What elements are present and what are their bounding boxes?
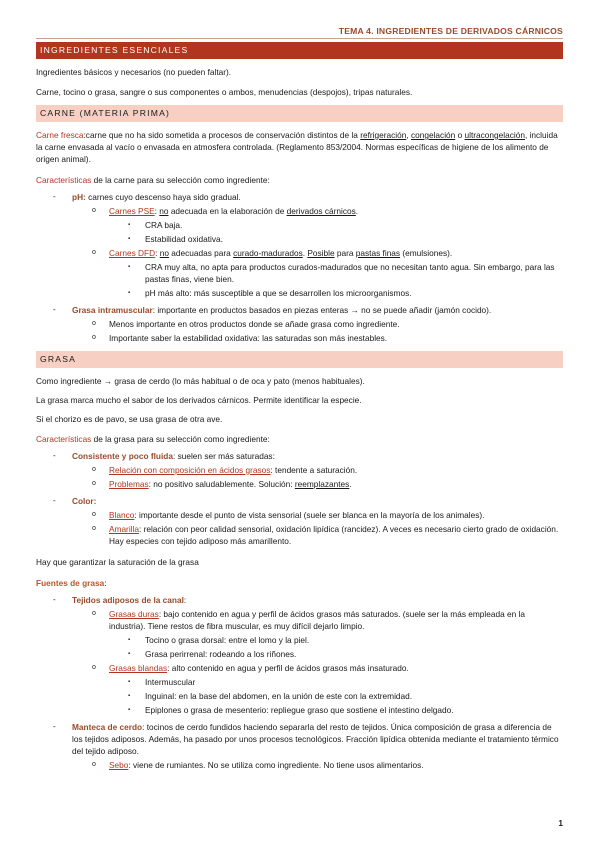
dash-bullet: - — [53, 722, 56, 731]
paragraph: Como ingrediente → grasa de cerdo (lo más habitual o de oca y pato (menos habituales). — [36, 376, 365, 386]
paragraph: Carne, tocino o grasa, sangre o sus componentes o ambos, menudencias (despojos), tripas naturales. — [36, 87, 413, 97]
subsection-heading-grasa: GRASA — [36, 351, 563, 368]
list-item: - Consistente y poco fluida: suelen ser más saturadas: — [53, 451, 275, 461]
list-item: ▪ Grasa perirrenal: rodeando a los riñones. — [128, 649, 297, 659]
list-fuentes-grasa — [36, 594, 563, 771]
paragraph-carne-fresca: Carne fresca:carne que no ha sido sometida a procesos de conservación distintos de la refrigeración, congelación o ultracongelación, incluida la carne envasada al vacío o envasada en atmosfera controlada. (Reglamento 853/2004. Normas específicas de higiene de los alimento de origen animal). — [36, 130, 558, 164]
list-item: ▪ pH más alto: más susceptible a que se desarrollen los microorganismos. — [128, 288, 412, 298]
list-item: ▪ Estabilidad oxidativa. — [128, 234, 223, 244]
term-caracteristicas: Características — [36, 434, 92, 444]
circle-bullet: o — [92, 610, 96, 617]
square-bullet: ▪ — [128, 222, 131, 228]
page-number: 1 — [558, 818, 563, 828]
list-item: ▪ Inguinal: en la base del abdomen, en la unión de este con la extremidad. — [128, 691, 413, 701]
header-rule — [36, 38, 563, 39]
square-bullet: ▪ — [128, 264, 131, 270]
list-item: ▪ CRA muy alta, no apta para productos curados-madurados que no necesitan tanto agua. Sin embargo, para las pastas finas, viene bien. — [128, 262, 555, 284]
list-item: - Grasa intramuscular: importante en productos basados en piezas enteras → no se puede añadir (jamón cocido). — [53, 305, 492, 315]
list-item: o Carnes PSE: no adecuada en la elaboración de derivados cárnicos. — [92, 206, 359, 216]
list-item: - pH: carnes cuyo descenso haya sido gradual. — [53, 192, 241, 202]
list-item: ▪ Epiplones o grasa de mesenterio: repliegue graso que sostiene el intestino delgado. — [128, 705, 454, 715]
dash-bullet: - — [53, 451, 56, 460]
paragraph-caracteristicas-grasa: Características de la grasa para su selección como ingrediente: — [36, 434, 270, 444]
list-item: ▪ CRA baja. — [128, 220, 183, 230]
list-item: - Tejidos adiposos de la canal: — [53, 595, 187, 605]
section-heading-ingredientes-esenciales: INGREDIENTES ESENCIALES — [36, 42, 563, 59]
dash-bullet: - — [53, 305, 56, 314]
circle-bullet: o — [92, 761, 96, 768]
square-bullet: ▪ — [128, 651, 131, 657]
list-item: o Carnes DFD: no adecuadas para curado-madurados. Posible para pastas finas (emulsiones). — [92, 248, 453, 258]
circle-bullet: o — [92, 466, 96, 473]
list-item: - Manteca de cerdo: tocinos de cerdo fundidos haciendo separarla del resto de tejidos. Única composición de grasa a diferencia de los tejidos adiposos. Además, ha pasado por unos procesos tecnológicos. Fracción lipídica obtenida mediante el tratamiento térmico del tejido adiposo. — [53, 722, 559, 756]
paragraph-fuentes-grasa: Fuentes de grasa: — [36, 578, 107, 588]
circle-bullet: o — [92, 480, 96, 487]
square-bullet: ▪ — [128, 637, 131, 643]
paragraph: Hay que garantizar la saturación de la grasa — [36, 557, 199, 567]
circle-bullet: o — [92, 207, 96, 214]
list-grasa-caracteristicas — [36, 450, 563, 547]
list-item: - Color: — [53, 496, 97, 506]
circle-bullet: o — [92, 664, 96, 671]
circle-bullet: o — [92, 525, 96, 532]
square-bullet: ▪ — [128, 679, 131, 685]
circle-bullet: o — [92, 320, 96, 327]
running-title: TEMA 4. INGREDIENTES DE DERIVADOS CÁRNICOS — [338, 26, 563, 36]
page-content — [36, 42, 563, 771]
list-item: o Relación con composición en ácidos grasos: tendente a saturación. — [92, 465, 358, 475]
dash-bullet: - — [53, 192, 56, 201]
dash-bullet: - — [53, 595, 56, 604]
square-bullet: ▪ — [128, 236, 131, 242]
list-item: ▪ Intermuscular — [128, 677, 196, 687]
list-item: o Problemas: no positivo saludablemente. Solución: reemplazantes. — [92, 479, 352, 489]
square-bullet: ▪ — [128, 707, 131, 713]
list-item: o Importante saber la estabilidad oxidativa: las saturadas son más inestables. — [92, 333, 388, 343]
list-item: o Sebo: viene de rumiantes. No se utiliza como ingrediente. No tiene usos alimentarios. — [92, 760, 424, 770]
paragraph-caracteristicas-carne: Características de la carne para su selección como ingrediente: — [36, 175, 270, 185]
square-bullet: ▪ — [128, 290, 131, 296]
list-item: o Blanco: importante desde el punto de vista sensorial (suele ser blanca en la mayoría de los animales). — [92, 510, 485, 520]
list-item: o Grasas duras: bajo contenido en agua y perfil de ácidos grasos más saturados. (suele ser la más empleada en la industria). Tiene restos de fibra muscular, es muy difícil dejarlo limpio. — [92, 609, 526, 631]
subsection-heading-carne: CARNE (MATERIA PRIMA) — [36, 105, 563, 122]
term-caracteristicas: Características — [36, 175, 92, 185]
dash-bullet: - — [53, 496, 56, 505]
list-item: o Menos importante en otros productos donde se añade grasa como ingrediente. — [92, 319, 400, 329]
paragraph: Ingredientes básicos y necesarios (no pueden faltar). — [36, 67, 232, 77]
term-carne-fresca: Carne fresca — [36, 130, 84, 140]
list-item: o Grasas blandas: alto contenido en agua y perfil de ácidos grasos más insaturado. — [92, 663, 409, 673]
paragraph: Si el chorizo es de pavo, se usa grasa de otra ave. — [36, 414, 223, 424]
list-carne — [36, 191, 563, 344]
square-bullet: ▪ — [128, 693, 131, 699]
circle-bullet: o — [92, 249, 96, 256]
circle-bullet: o — [92, 511, 96, 518]
paragraph: La grasa marca mucho el sabor de los derivados cárnicos. Permite identificar la especie. — [36, 395, 362, 405]
circle-bullet: o — [92, 334, 96, 341]
list-item: ▪ Tocino o grasa dorsal: entre el lomo y la piel. — [128, 635, 310, 645]
list-item: o Amarilla: relación con peor calidad sensorial, oxidación lipídica (rancidez). A veces es necesario cierto grado de oxidación. Hay especies con tejido adiposo más amarillento. — [92, 524, 559, 546]
